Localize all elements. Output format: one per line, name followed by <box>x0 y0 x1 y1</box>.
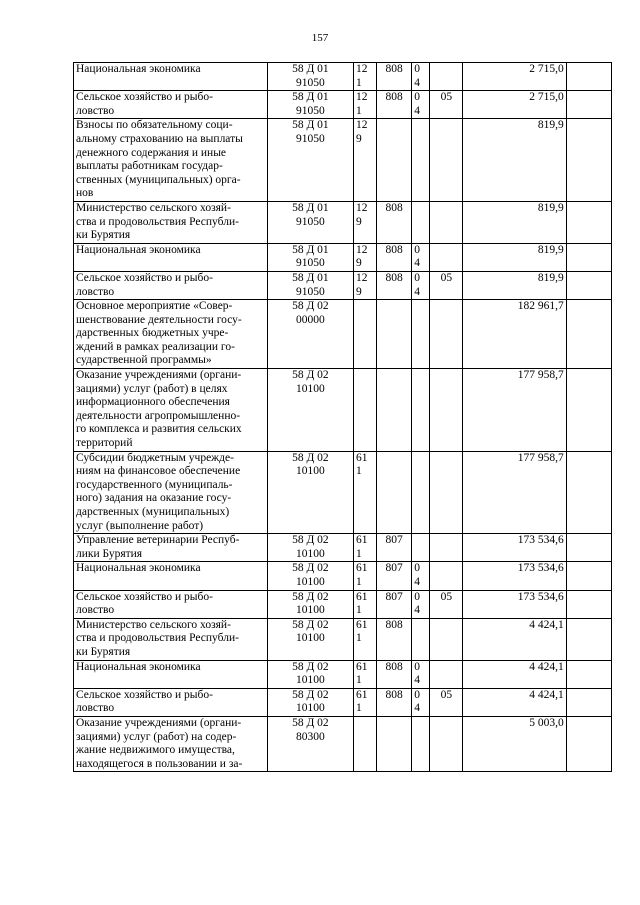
row-name-cell <box>74 716 268 771</box>
row-vr-cell <box>354 369 377 452</box>
row-name-cell-line: ловство <box>76 702 115 715</box>
row-csr-cell-line: 91050 <box>296 132 325 145</box>
row-name-cell <box>74 91 268 119</box>
table-row <box>74 451 612 534</box>
row-rz-cell-line: 4 <box>414 257 420 270</box>
row-vr-cell-line: 1 <box>356 104 362 117</box>
row-name-cell-line: Национальная экономика <box>76 562 201 575</box>
row-extra-cell <box>566 63 611 91</box>
row-csr-cell <box>267 660 353 688</box>
row-grbs-cell: 808 <box>377 91 412 119</box>
row-rz-cell-line <box>414 119 427 133</box>
row-name-cell-line: зациями) услуг (работ) на содер- <box>76 730 237 743</box>
row-csr-cell-line: 58 Д 02 <box>292 688 329 701</box>
row-rz-cell <box>412 618 430 660</box>
row-name-cell-line: ждений в рамках реализации го- <box>76 340 235 353</box>
row-name-cell-line: Сельское хозяйство и рыбо- <box>76 271 213 284</box>
row-csr-cell <box>267 369 353 452</box>
row-vr-cell-line: 9 <box>356 285 362 298</box>
row-name-cell <box>74 660 268 688</box>
row-sum-cell: 2 715,0 <box>463 63 566 91</box>
row-vr-cell-line: 1 <box>356 465 362 478</box>
row-name-cell-line: ниям на финансовое обеспечение <box>76 465 241 478</box>
row-extra-cell <box>566 618 611 660</box>
row-name-cell-line: Оказание учреждениями (органи- <box>76 716 242 729</box>
row-vr-cell-line: 61 <box>356 451 368 464</box>
row-csr-cell <box>267 562 353 590</box>
row-csr-cell-line: 10100 <box>296 382 325 395</box>
row-vr-cell-line: 1 <box>356 632 362 645</box>
row-sum-cell: 182 961,7 <box>463 300 566 369</box>
row-pr-cell <box>430 716 463 771</box>
row-rz-cell-line: 0 <box>414 590 420 603</box>
row-name-cell-line: деятельности агропромышленно- <box>76 409 241 422</box>
row-vr-cell <box>354 243 377 271</box>
row-extra-cell <box>566 660 611 688</box>
row-name-cell-line: Сельское хозяйство и рыбо- <box>76 590 213 603</box>
row-pr-cell <box>430 562 463 590</box>
row-name-cell-line: выплаты работникам государ- <box>76 160 223 173</box>
row-pr-cell <box>430 451 463 534</box>
row-csr-cell-line: 10100 <box>296 465 325 478</box>
row-csr-cell-line: 10100 <box>296 632 325 645</box>
row-vr-cell <box>354 590 377 618</box>
row-rz-cell-line <box>414 731 427 745</box>
row-csr-cell-line: 58 Д 02 <box>292 590 329 603</box>
row-name-cell-line: зациями) услуг (работ) в целях <box>76 382 228 395</box>
row-name-cell-line: территорий <box>76 437 133 450</box>
row-name-cell <box>74 590 268 618</box>
row-pr-cell <box>430 300 463 369</box>
table-row <box>74 534 612 562</box>
row-grbs-cell: 808 <box>377 63 412 91</box>
row-name-cell-line: государственного (муниципаль- <box>76 478 233 491</box>
row-csr-cell-line: 58 Д 01 <box>292 201 329 214</box>
row-name-cell-line: денежного содержания и иные <box>76 146 227 159</box>
row-pr-cell <box>430 201 463 243</box>
row-rz-cell-line: 0 <box>414 660 420 673</box>
row-name-cell <box>74 618 268 660</box>
row-rz-cell <box>412 716 430 771</box>
budget-table <box>73 62 612 772</box>
table-row <box>74 660 612 688</box>
row-vr-cell <box>354 91 377 119</box>
table-row <box>74 369 612 452</box>
row-vr-cell-line <box>356 717 374 731</box>
row-rz-cell-line: 4 <box>414 285 420 298</box>
row-name-cell-line: ловство <box>76 285 115 298</box>
row-vr-cell-line <box>356 300 374 314</box>
row-vr-cell-line: 61 <box>356 618 368 631</box>
row-extra-cell <box>566 534 611 562</box>
row-name-cell-line: ного) задания на оказание госу- <box>76 492 232 505</box>
row-rz-cell-line: 4 <box>414 674 420 687</box>
row-rz-cell-line <box>414 465 427 479</box>
row-name-cell-line: ловство <box>76 104 115 117</box>
row-pr-cell <box>430 243 463 271</box>
row-name-cell <box>74 201 268 243</box>
row-vr-cell-line: 61 <box>356 562 368 575</box>
row-name-cell-line: ки Бурятия <box>76 645 131 658</box>
row-rz-cell <box>412 243 430 271</box>
row-csr-cell-line: 91050 <box>296 215 325 228</box>
row-vr-cell-line <box>356 314 374 328</box>
row-grbs-cell <box>377 451 412 534</box>
row-pr-cell: 05 <box>430 271 463 299</box>
row-grbs-cell: 808 <box>377 688 412 716</box>
row-pr-cell <box>430 618 463 660</box>
row-rz-cell-line <box>414 619 427 633</box>
row-rz-cell-line <box>414 534 427 548</box>
row-vr-cell <box>354 63 377 91</box>
row-csr-cell-line: 10100 <box>296 674 325 687</box>
row-vr-cell-line: 12 <box>356 119 368 132</box>
row-name-cell-line: ства и продовольствия Республи- <box>76 632 239 645</box>
row-rz-cell <box>412 562 430 590</box>
row-csr-cell-line: 58 Д 01 <box>292 243 329 256</box>
row-csr-cell <box>267 271 353 299</box>
row-vr-cell <box>354 271 377 299</box>
row-name-cell-line: альному страхованию на выплаты <box>76 132 243 145</box>
table-row <box>74 300 612 369</box>
row-csr-cell-line: 58 Д 01 <box>292 271 329 284</box>
row-name-cell-line: Оказание учреждениями (органи- <box>76 369 242 382</box>
row-csr-cell-line: 10100 <box>296 604 325 617</box>
row-csr-cell-line: 58 Д 01 <box>292 119 329 132</box>
row-rz-cell-line <box>414 314 427 328</box>
row-extra-cell <box>566 451 611 534</box>
row-csr-cell-line: 58 Д 01 <box>292 63 329 75</box>
row-vr-cell-line: 9 <box>356 132 362 145</box>
row-grbs-cell: 807 <box>377 562 412 590</box>
row-name-cell-line: Взносы по обязательному соци- <box>76 119 233 132</box>
row-csr-cell <box>267 91 353 119</box>
row-rz-cell-line <box>414 717 427 731</box>
row-name-cell-line: го комплекса и развития сельских <box>76 423 242 436</box>
row-csr-cell-line: 58 Д 02 <box>292 300 329 313</box>
table-row <box>74 243 612 271</box>
row-vr-cell <box>354 688 377 716</box>
row-rz-cell <box>412 300 430 369</box>
row-rz-cell-line <box>414 452 427 466</box>
row-rz-cell-line <box>414 216 427 230</box>
row-extra-cell <box>566 300 611 369</box>
row-csr-cell-line: 91050 <box>296 76 325 89</box>
row-sum-cell: 4 424,1 <box>463 688 566 716</box>
table-row <box>74 688 612 716</box>
row-rz-cell-line <box>414 300 427 314</box>
row-vr-cell-line: 12 <box>356 243 368 256</box>
row-name-cell-line: находящегося в пользовании и за- <box>76 757 243 770</box>
row-extra-cell <box>566 243 611 271</box>
row-sum-cell: 4 424,1 <box>463 660 566 688</box>
row-pr-cell <box>430 660 463 688</box>
row-vr-cell <box>354 618 377 660</box>
row-name-cell-line: Субсидии бюджетным учрежде- <box>76 451 234 464</box>
row-rz-cell-line: 0 <box>414 243 420 256</box>
row-rz-cell-line: 4 <box>414 702 420 715</box>
row-extra-cell <box>566 271 611 299</box>
row-csr-cell-line: 80300 <box>296 730 325 743</box>
row-sum-cell: 4 424,1 <box>463 618 566 660</box>
row-grbs-cell: 807 <box>377 534 412 562</box>
row-name-cell-line: Управление ветеринарии Респуб- <box>76 534 240 547</box>
row-name-cell <box>74 451 268 534</box>
row-rz-cell <box>412 63 430 91</box>
row-grbs-cell: 808 <box>377 243 412 271</box>
row-name-cell <box>74 300 268 369</box>
row-csr-cell-line: 58 Д 02 <box>292 534 329 547</box>
budget-table-body <box>74 63 612 772</box>
row-rz-cell-line: 4 <box>414 104 420 117</box>
row-vr-cell-line: 9 <box>356 215 362 228</box>
row-rz-cell <box>412 91 430 119</box>
row-sum-cell: 177 958,7 <box>463 369 566 452</box>
row-csr-cell <box>267 716 353 771</box>
row-csr-cell-line: 58 Д 02 <box>292 716 329 729</box>
row-rz-cell <box>412 369 430 452</box>
row-sum-cell: 819,9 <box>463 119 566 202</box>
row-csr-cell <box>267 618 353 660</box>
row-vr-cell <box>354 660 377 688</box>
row-csr-cell <box>267 688 353 716</box>
row-rz-cell-line <box>414 632 427 646</box>
row-extra-cell <box>566 688 611 716</box>
row-grbs-cell: 807 <box>377 590 412 618</box>
row-csr-cell <box>267 451 353 534</box>
row-extra-cell <box>566 369 611 452</box>
row-sum-cell: 2 715,0 <box>463 91 566 119</box>
row-vr-cell-line <box>356 369 374 383</box>
row-name-cell-line: дарственных бюджетных учре- <box>76 327 229 340</box>
table-row <box>74 63 612 91</box>
row-sum-cell: 819,9 <box>463 271 566 299</box>
row-csr-cell-line: 58 Д 02 <box>292 660 329 673</box>
row-rz-cell <box>412 660 430 688</box>
table-row <box>74 271 612 299</box>
row-grbs-cell: 808 <box>377 271 412 299</box>
row-csr-cell-line: 10100 <box>296 575 325 588</box>
row-grbs-cell: 808 <box>377 660 412 688</box>
page-number: 157 <box>311 32 329 44</box>
row-name-cell-line: ловство <box>76 604 115 617</box>
row-pr-cell <box>430 63 463 91</box>
row-sum-cell: 173 534,6 <box>463 534 566 562</box>
row-grbs-cell <box>377 300 412 369</box>
row-pr-cell <box>430 369 463 452</box>
row-rz-cell-line: 0 <box>414 91 420 104</box>
row-vr-cell-line: 9 <box>356 257 362 270</box>
row-name-cell <box>74 688 268 716</box>
row-vr-cell <box>354 562 377 590</box>
row-name-cell <box>74 562 268 590</box>
row-vr-cell-line: 1 <box>356 604 362 617</box>
row-name-cell-line: информационного обеспечения <box>76 396 230 409</box>
row-csr-cell <box>267 243 353 271</box>
row-grbs-cell <box>377 716 412 771</box>
row-rz-cell <box>412 119 430 202</box>
table-row <box>74 590 612 618</box>
row-vr-cell-line: 61 <box>356 534 368 547</box>
row-vr-cell <box>354 534 377 562</box>
row-csr-cell-line: 91050 <box>296 285 325 298</box>
row-name-cell-line: Сельское хозяйство и рыбо- <box>76 91 213 104</box>
row-pr-cell <box>430 534 463 562</box>
row-csr-cell-line: 10100 <box>296 702 325 715</box>
row-vr-cell-line: 1 <box>356 674 362 687</box>
table-row <box>74 716 612 771</box>
row-name-cell-line: Министерство сельского хозяй- <box>76 201 231 214</box>
row-vr-cell <box>354 451 377 534</box>
row-name-cell-line: Национальная экономика <box>76 63 201 75</box>
row-rz-cell <box>412 688 430 716</box>
row-extra-cell <box>566 119 611 202</box>
row-csr-cell-line: 91050 <box>296 257 325 270</box>
row-name-cell-line: Сельское хозяйство и рыбо- <box>76 688 213 701</box>
row-rz-cell-line: 4 <box>414 604 420 617</box>
row-sum-cell: 819,9 <box>463 201 566 243</box>
row-vr-cell-line: 12 <box>356 63 368 75</box>
row-csr-cell <box>267 201 353 243</box>
row-vr-cell-line: 61 <box>356 660 368 673</box>
row-csr-cell <box>267 590 353 618</box>
row-rz-cell-line: 0 <box>414 562 420 575</box>
row-name-cell-line: ственных (муниципальных) орга- <box>76 173 241 186</box>
row-name-cell <box>74 243 268 271</box>
table-row <box>74 201 612 243</box>
row-extra-cell <box>566 562 611 590</box>
table-row <box>74 562 612 590</box>
row-sum-cell: 5 003,0 <box>463 716 566 771</box>
row-vr-cell-line: 1 <box>356 76 362 89</box>
row-csr-cell-line: 58 Д 01 <box>292 91 329 104</box>
row-sum-cell: 173 534,6 <box>463 590 566 618</box>
row-vr-cell-line: 1 <box>356 575 362 588</box>
row-csr-cell-line: 58 Д 02 <box>292 562 329 575</box>
table-row <box>74 618 612 660</box>
row-vr-cell-line <box>356 731 374 745</box>
row-rz-cell <box>412 590 430 618</box>
row-vr-cell-line: 12 <box>356 271 368 284</box>
row-name-cell-line: нов <box>76 187 94 200</box>
row-rz-cell-line <box>414 133 427 147</box>
row-name-cell-line: ки Бурятия <box>76 229 131 242</box>
row-rz-cell <box>412 201 430 243</box>
row-pr-cell: 05 <box>430 91 463 119</box>
row-name-cell-line: услуг (выполнение работ) <box>76 519 204 532</box>
row-rz-cell <box>412 271 430 299</box>
row-extra-cell <box>566 201 611 243</box>
row-rz-cell-line: 0 <box>414 63 420 75</box>
row-extra-cell <box>566 91 611 119</box>
row-name-cell-line: Национальная экономика <box>76 243 201 256</box>
row-name-cell-line: Министерство сельского хозяй- <box>76 618 231 631</box>
row-name-cell-line: лики Бурятия <box>76 547 143 560</box>
row-name-cell-line: ства и продовольствия Республи- <box>76 215 239 228</box>
row-rz-cell-line: 4 <box>414 76 420 89</box>
row-rz-cell-line <box>414 548 427 562</box>
row-vr-cell <box>354 300 377 369</box>
row-rz-cell <box>412 534 430 562</box>
row-csr-cell-line: 91050 <box>296 104 325 117</box>
row-rz-cell-line <box>414 202 427 216</box>
row-rz-cell-line <box>414 369 427 383</box>
row-name-cell-line: дарственных (муниципальных) <box>76 506 230 518</box>
row-rz-cell-line: 4 <box>414 575 420 588</box>
row-name-cell-line: жание недвижимого имущества, <box>76 744 235 757</box>
row-pr-cell: 05 <box>430 590 463 618</box>
row-csr-cell-line: 58 Д 02 <box>292 618 329 631</box>
table-row <box>74 91 612 119</box>
row-csr-cell <box>267 63 353 91</box>
row-vr-cell <box>354 119 377 202</box>
row-vr-cell-line: 61 <box>356 688 368 701</box>
row-vr-cell <box>354 716 377 771</box>
row-pr-cell <box>430 119 463 202</box>
row-name-cell-line: Основное мероприятие «Совер- <box>76 300 233 313</box>
table-row <box>74 119 612 202</box>
row-csr-cell <box>267 534 353 562</box>
row-name-cell-line: сударственной программы» <box>76 354 212 367</box>
row-vr-cell-line: 1 <box>356 547 362 560</box>
row-csr-cell <box>267 119 353 202</box>
row-sum-cell: 173 534,6 <box>463 562 566 590</box>
row-grbs-cell <box>377 369 412 452</box>
row-csr-cell-line: 00000 <box>296 313 325 326</box>
row-name-cell-line: шенствование деятельности госу- <box>76 313 242 326</box>
row-vr-cell-line: 61 <box>356 590 368 603</box>
row-sum-cell: 177 958,7 <box>463 451 566 534</box>
row-rz-cell-line: 0 <box>414 271 420 284</box>
row-name-cell <box>74 534 268 562</box>
row-name-cell <box>74 271 268 299</box>
row-extra-cell <box>566 590 611 618</box>
row-rz-cell-line <box>414 383 427 397</box>
row-grbs-cell: 808 <box>377 618 412 660</box>
row-sum-cell: 819,9 <box>463 243 566 271</box>
row-vr-cell-line: 1 <box>356 702 362 715</box>
row-extra-cell <box>566 716 611 771</box>
row-vr-cell-line: 12 <box>356 91 368 104</box>
row-vr-cell-line: 12 <box>356 201 368 214</box>
row-name-cell <box>74 119 268 202</box>
row-rz-cell-line: 0 <box>414 688 420 701</box>
row-name-cell <box>74 63 268 91</box>
row-name-cell <box>74 369 268 452</box>
row-csr-cell-line: 58 Д 02 <box>292 369 329 382</box>
row-csr-cell-line: 58 Д 02 <box>292 451 329 464</box>
row-rz-cell <box>412 451 430 534</box>
row-csr-cell <box>267 300 353 369</box>
row-vr-cell <box>354 201 377 243</box>
row-vr-cell-line <box>356 383 374 397</box>
row-grbs-cell <box>377 119 412 202</box>
row-pr-cell: 05 <box>430 688 463 716</box>
row-grbs-cell: 808 <box>377 201 412 243</box>
row-csr-cell-line: 10100 <box>296 547 325 560</box>
row-name-cell-line: Национальная экономика <box>76 660 201 673</box>
